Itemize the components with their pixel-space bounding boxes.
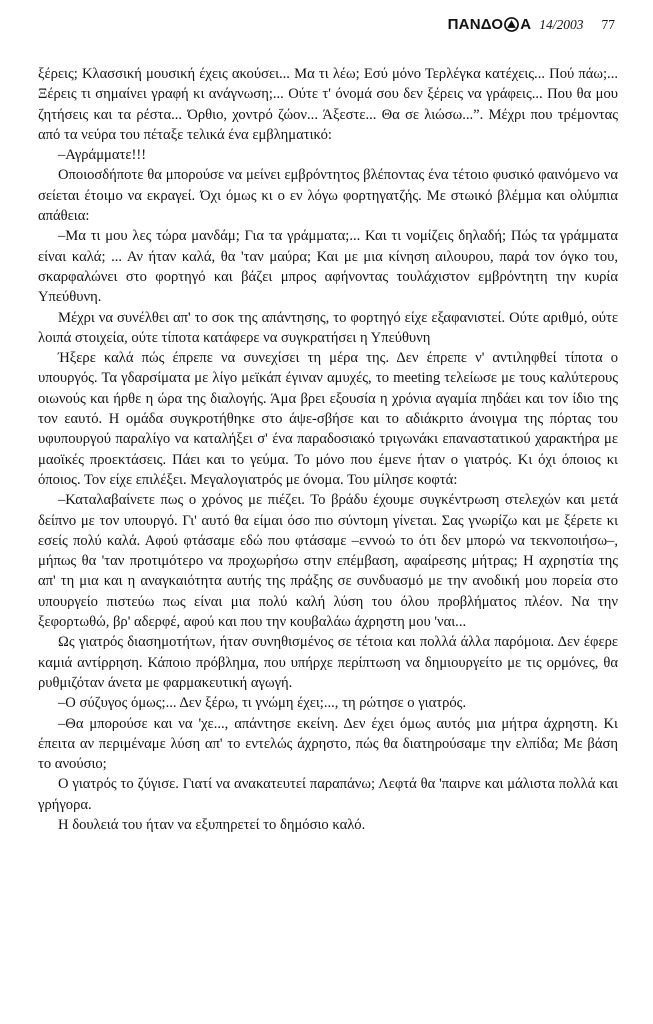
circle-triangle-icon: [504, 17, 519, 32]
article-body: [38, 64, 618, 835]
paragraph: –Μα τι μου λες τώρα μανδάμ; Για τα γράμματα;... Και τι νομίζεις δηλαδή; Πώς τα γράμματα είναι καλά; ... Αν ήταν καλά, θα 'ταν μαύρα; Και με μια κίνηση αιλουρου, παρά τον όγκο του, σκαρφαλώνει στο φορτηγό και βάζει μπρος αφήνοντας τουλάχιστον εμβρόντητη την κυρία Υπεύθυνη.: [38, 228, 618, 306]
brand-text-left: ΠΑΝΔΟ: [447, 16, 504, 33]
page-number: 77: [601, 16, 615, 32]
running-header: [448, 16, 615, 33]
paragraph: –Καταλαβαίνετε πως ο χρόνος με πιέζει. Το βράδυ έχουμε συγκέντρωση στελεχών και μετά δείπνο με τον υπουργό. Γι' αυτό θα είμαι όσο πιο σύντομη γίνεται. Σας γνωρίζω και με ξέρετε κι εσείς πολύ καλά. Αφού φτάσαμε εδώ που φτάσαμε –εννοώ το ότι δεν μπορώ να τεκνοποιήσω–, μήπως θα 'ταν προτιμότερο να προχωρήσω στην επέμβαση, αφαίρεσης μήτρας; Η αχρηστία της απ' τη μια και η αναγκαιότητα αυτής της πράξης σε συνδυασμό με την ανοδική μου πορεία στο υπουργείο πιστεύω πως είναι μια πολύ καλή λύση του όλου προβλήματος πλέον. Να την ξεφορτωθώ, βρ' αδερφέ, αφού και που την κουβαλάω άχρηστη μου 'ναι...: [38, 492, 618, 631]
paragraph: ξέρεις; Κλασσική μουσική έχεις ακούσει... Μα τι λέω; Εσύ μόνο Τερλέγκα κατέχεις... Πού πάω;... Ξέρεις τι σημαίνει γραφή κι ανάγνωση;... Ούτε τ' όνομά σου δεν ξέρεις να γράφεις... Που θα μου ζητήσεις και τα ρέστα... Όρθιο, χοντρό ζώον... Άξεστε... Θα σε λιώσω...”. Μέχρι που τρέμοντας από τα νεύρα του πέταξε τελικά ένα εμβληματικό:: [38, 66, 618, 143]
paragraph: Ως γιατρός διασημοτήτων, ήταν συνηθισμένος σε τέτοια και πολλά άλλα παρόμοια. Δεν έφερε καμιά αντίρρηση. Κάποιο πρόβλημα, που υπήρχε περίπτωση να δημιουργείτο με τις ορμόνες, θα ρυθμιζόταν άνετα με φαρμακευτική αγωγή.: [38, 634, 618, 691]
journal-brand: [448, 16, 532, 33]
paragraph: Οποιοσδήποτε θα μπορούσε να μείνει εμβρόντητος βλέποντας ένα τέτοιο φυσικό φαινόμενο να σείεται έτοιμο να εκραγεί. Όχι όμως κι ο εν λόγω φορτηγατζής. Με στωικό βλέμμα και ολύμπια απάθεια:: [38, 167, 618, 225]
paragraph: –Ο σύζυγος όμως;... Δεν ξέρω, τι γνώμη έχει;..., τη ρώτησε ο γιατρός.: [58, 695, 467, 712]
paragraph: –Αγράμματε!!!: [58, 147, 147, 164]
issue-number: 14/2003: [539, 16, 584, 32]
brand-text-right: Α: [520, 16, 532, 33]
paragraph: –Θα μπορούσε και να 'χε..., απάντησε εκείνη. Δεν έχει όμως αυτός μια μήτρα άχρηστη. Κι έπειτα αν περιμέναμε λύση απ' το εντελώς άχρηστο, πώς θα διατηρούσαμε την ελπίδα; Με βάση το ανούσιο;: [38, 715, 618, 773]
paragraph: Η δουλειά του ήταν να εξυπηρετεί το δημόσιο καλό.: [58, 816, 366, 833]
paragraph: Μέχρι να συνέλθει απ' το σοκ της απάντησης, το φορτηγό είχε εξαφανιστεί. Ούτε αριθμό, ούτε λοιπά στοιχεία, ούτε τίποτα κατάφερε να συγκρατήσει η Υπεύθυνη: [38, 309, 618, 346]
paragraph: Ο γιατρός το ζύγισε. Γιατί να ανακατευτεί παραπάνω; Λεφτά θα 'παιρνε και μάλιστα πολλά και γρήγορα.: [38, 776, 618, 813]
paragraph: Ήξερε καλά πώς έπρεπε να συνεχίσει τη μέρα της. Δεν έπρεπε ν' αντιληφθεί τίποτα ο υπουργός. Τα γδαρσίματα με λίγο μεϊκάπ έγιναν αμυχές, το meeting τελείωσε με τους καλύτερους οιωνούς και ήρθε η ώρα της διαλογής. Άμα βρει εξουσία η χρόνια αγαμία πηδάει και τον ίδιο της τον εαυτό. Η ομάδα συγκροτήθηκε στο άψε-σβήσε και το αδιάκριτο άνοιγμα της πόρτας του υφυπουργού παραλίγο να καταλήξει σ' ένα παραδοσιακό τριγωνάκι επαναστατικού χαρακτήρα με μαοϊκές προεκτάσεις. Πάει και το γεύμα. Το μόνο που έμενε ήταν ο γιατρός. Κι όχι όποιος κι όποιος. Τον είχε επιλέξει. Μεγαλογιατρός με όνομα. Του μίλησε κοφτά:: [38, 350, 618, 488]
